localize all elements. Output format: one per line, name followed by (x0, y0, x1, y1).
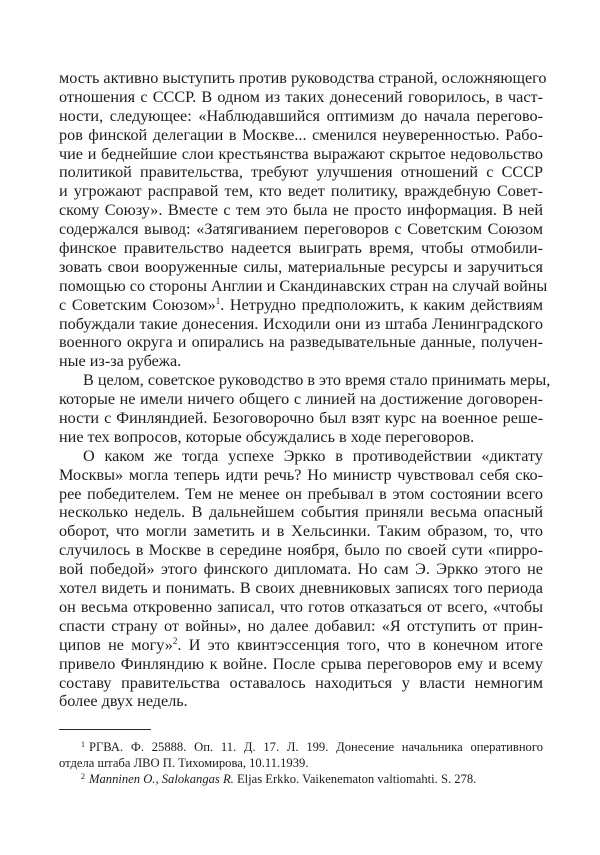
text-line: ности, следующее: «Наблюдавшийся оптимизм до начала перегово- (59, 106, 543, 125)
paragraph-2 (59, 371, 551, 447)
text-fragment: ципов не могу» (59, 635, 173, 654)
text-line: ности с Финляндией. Безоговорочно был взят курс на военное реше- (59, 409, 543, 428)
paragraph-1 (59, 69, 548, 371)
text-line: ные из-за рубежа. (59, 352, 182, 371)
footnote-line: отдела штаба ЛВО П. Тихомирова, 10.11.1939. (59, 756, 309, 770)
text-fragment: с Советским Союзом» (59, 295, 216, 314)
text-line: В целом, советское руководство в это время стало принимать меры, (83, 371, 551, 390)
footnote-ref-1[interactable]: 1 (215, 295, 221, 306)
text-line: которые не имели ничего общего с линией на достижение договорен- (59, 390, 543, 409)
text-line: зовать свои вооруженные силы, материальные ресурсы и заручиться (59, 257, 543, 276)
main-text (59, 69, 551, 711)
footnote-ref-2[interactable]: 2 (172, 635, 178, 646)
text-line: хотел видеть и понимать. В своих дневниковых записях того периода (59, 579, 543, 598)
text-line: финское правительство надеется выиграть время, чтобы отмобили- (59, 239, 543, 258)
text-line: привело Финляндию к войне. После срыва переговоров ему и всему (59, 654, 543, 673)
text-line: отношения с СССР. В одном из таких донесений говорилось, в част- (59, 87, 543, 106)
text-line: побуждали такие донесения. Исходили они из штаба Ленинградского (59, 314, 543, 333)
text-fragment: . Нетрудно предположить, к каким действиям (220, 295, 543, 314)
footnote-line (59, 739, 543, 755)
text-line: военного округа и опирались на разведывательные данные, получен- (59, 333, 543, 352)
text-fragment: . И это квинтэссенция того, что в конечном итоге (177, 635, 543, 654)
text-line: несколько недель. В дальнейшем события приняли весьма опасный (59, 503, 543, 522)
footnotes (59, 739, 543, 787)
footnote-2 (59, 771, 543, 787)
text-line: ние тех вопросов, которые обсуждались в ходе переговоров. (59, 427, 475, 446)
text-line (59, 296, 543, 315)
text-line (59, 636, 543, 655)
text-line: более двух недель. (59, 692, 188, 711)
footnote-number: 1 (81, 740, 85, 749)
text-line: составу правительства оставалось находиться у власти немногим (59, 673, 543, 692)
text-line: ров финской делегации в Москве... сменился неуверенностью. Рабо- (59, 125, 543, 144)
footnote-authors: Manninen O., Salokangas R. (89, 772, 234, 786)
text-line: вой победой» этого финского дипломата. Но сам Э. Эркко этого не (59, 560, 543, 579)
text-line: скому Союзу». Вместе с тем это была не просто информация. В ней (59, 201, 543, 220)
footnote-text: Eljas Erkko. Vaikenematon valtiomahti. S. 278. (233, 772, 477, 786)
footnote-divider (59, 729, 151, 730)
text-line: мость активно выступить против руководства страной, осложняющего (59, 69, 547, 87)
text-line: он весьма откровенно записал, что готов отказаться от всего, «чтобы (59, 597, 543, 616)
text-line: содержался вывод: «Затягиванием переговоров с Советским Союзом (59, 220, 543, 239)
text-line: политикой правительства, требуют улучшения отношений с СССР (59, 163, 543, 182)
text-line: рее победителем. Тем не менее он пребывал в этом состоянии всего (59, 484, 543, 503)
text-line: Москвы» могла теперь идти речь? Но министр чувствовал себя ско- (59, 465, 543, 484)
paragraph-3 (59, 447, 543, 711)
text-line: спасти страну от войны», но далее добавил: «Я отступить от прин- (59, 616, 543, 635)
text-line: случилось в Москве в середине ноября, было по своей сути «пирро- (59, 541, 543, 560)
text-line: помощью со стороны Англии и Скандинавских стран на случай войны (59, 276, 548, 295)
footnote-1 (59, 739, 543, 771)
text-line: чие и беднейшие слои крестьянства выражают скрытое недовольство (59, 144, 543, 163)
footnote-line (59, 771, 543, 787)
text-line: О каком же тогда успехе Эркко в противодействии «диктату (83, 446, 543, 465)
footnote-text: РГВА. Ф. 25888. Оп. 11. Д. 17. Л. 199. Донесение начальника оперативного (89, 740, 543, 754)
text-line: и угрожают расправой тем, кто ведет политику, враждебную Совет- (59, 182, 543, 201)
text-line: оборот, что могли заметить и в Хельсинки. Таким образом, то, что (59, 522, 543, 541)
footnote-number: 2 (81, 772, 85, 781)
